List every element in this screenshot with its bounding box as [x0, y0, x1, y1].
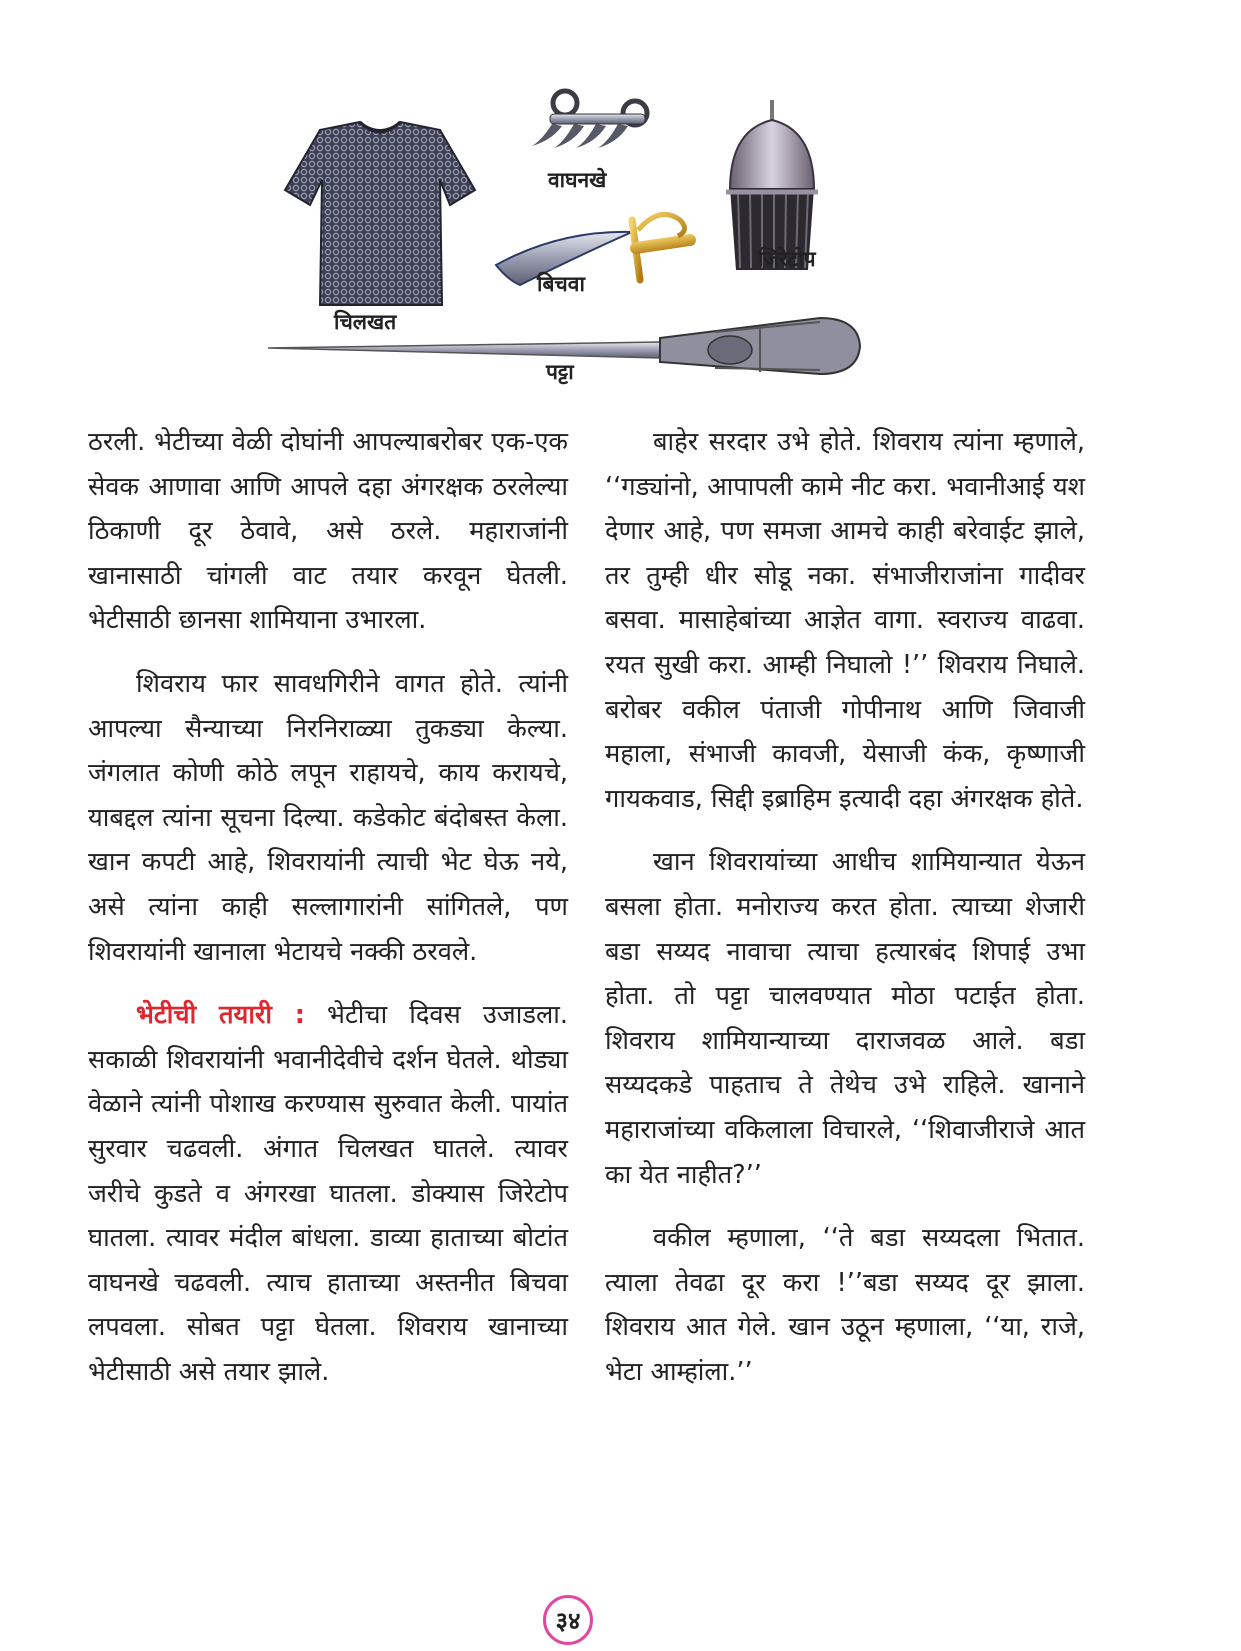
left-paragraph-3-text: भेटीचा दिवस उजाडला. सकाळी शिवरायांनी भवानीदेवीचे दर्शन घेतले. थोड्या वेळाने त्यांनी पोशाख करण्यास सुरुवात केली. पायांत सुरवार चढवली. अंगात चिलखत घातले. त्यावर जरीचे कुडते व अंगरखा घातला. डोक्यास जिरेटोप घातला. त्यावर मंदील बांधला. डाव्या हाताच्या बोटांत वाघनखे चढवली. त्याच हाताच्या अस्तनीत बिचवा लपवला. सोबत पट्टा घेतला. शिवराय खानाच्या भेटीसाठी असे तयार झाले. [88, 1000, 568, 1387]
right-paragraph-2: खान शिवरायांच्या आधीच शामियान्यात येऊन बसला होता. मनोराज्य करत होता. त्याच्या शेजारी बडा सय्यद नावाचा त्याचा हत्यारबंद शिपाई उभा होता. तो पट्टा चालवण्यात मोठा पटाईत होता. शिवराय शामियान्याच्या दाराजवळ आले. बडा सय्यदकडे पाहताच ते तेथेच उभे राहिले. खानाने महाराजांच्या वकिलाला विचारले, ‘‘शिवाजीराजे आत का येत नाहीत?’’ [605, 847, 1085, 1190]
section-heading-preparation: भेटीची तयारी : [136, 1000, 305, 1031]
bichwa-image [496, 214, 690, 285]
caption-jiretop: जिरेटोप [758, 247, 816, 271]
caption-bichwa: बिचवा [537, 272, 585, 296]
caption-waghnakhe: वाघनखे [548, 168, 607, 192]
right-column [605, 420, 1085, 1413]
left-paragraph-2: शिवराय फार सावधगिरीने वागत होते. त्यांनी आपल्या सैन्याच्या निरनिराळ्या तुकड्या केल्या. जंगलात कोणी कोठे लपून राहायचे, काय करायचे, याबद्दल त्यांना सूचना दिल्या. कडेकोट बंदोबस्त केला. खान कपटी आहे, शिवरायांनी त्याची भेट घेऊ नये, असे त्यांना काही सल्लागारांनी सांगितले, पण शिवरायांनी खानाला भेटायचे नक्की ठरवले. [88, 668, 568, 967]
caption-chilkhat: चिलखत [334, 310, 397, 334]
chilkhat-image [285, 122, 475, 305]
waghnakhe-image [532, 91, 647, 148]
page-number [543, 1595, 593, 1645]
left-paragraph-1: ठरली. भेटीच्या वेळी दोघांनी आपल्याबरोबर एक-एक सेवक आणावा आणि आपले दहा अंगरक्षक ठरलेल्या ठिकाणी दूर ठेवावे, असे ठरले. महाराजांनी खानासाठी चांगली वाट तयार करवून घेतली. भेटीसाठी छानसा शामियाना उभारला. [88, 427, 568, 636]
weapons-illustration [260, 80, 900, 400]
right-paragraph-3: वकील म्हणाला, ‘‘ते बडा सय्यदला भितात. त्याला तेवढा दूर करा !’’बडा सय्यद दूर झाला. शिवराय आत गेले. खान उठून म्हणाला, ‘‘या, राजे, भेटा आम्हांला.’’ [605, 1223, 1085, 1387]
caption-patta: पट्टा [546, 360, 574, 384]
left-paragraph-3 [88, 993, 568, 1394]
left-column [88, 420, 568, 1413]
page-number-text: ३४ [555, 1606, 581, 1635]
right-paragraph-1: बाहेर सरदार उभे होते. शिवराय त्यांना म्हणाले, ‘‘गड्यांनो, आपापली कामे नीट करा. भवानीआई यश देणार आहे, पण समजा आमचे काही बरेवाईट झाले, तर तुम्ही धीर सोडू नका. संभाजीराजांना गादीवर बसवा. मासाहेबांच्या आज्ञेत वागा. स्वराज्य वाढवा. रयत सुखी करा. आम्ही निघालो !’’ शिवराय निघाले. बरोबर वकील पंताजी गोपीनाथ आणि जिवाजी महाला, संभाजी कावजी, येसाजी कंक, कृष्णाजी गायकवाड, सिद्दी इब्राहिम इत्यादी दहा अंगरक्षक होते. [605, 427, 1085, 814]
